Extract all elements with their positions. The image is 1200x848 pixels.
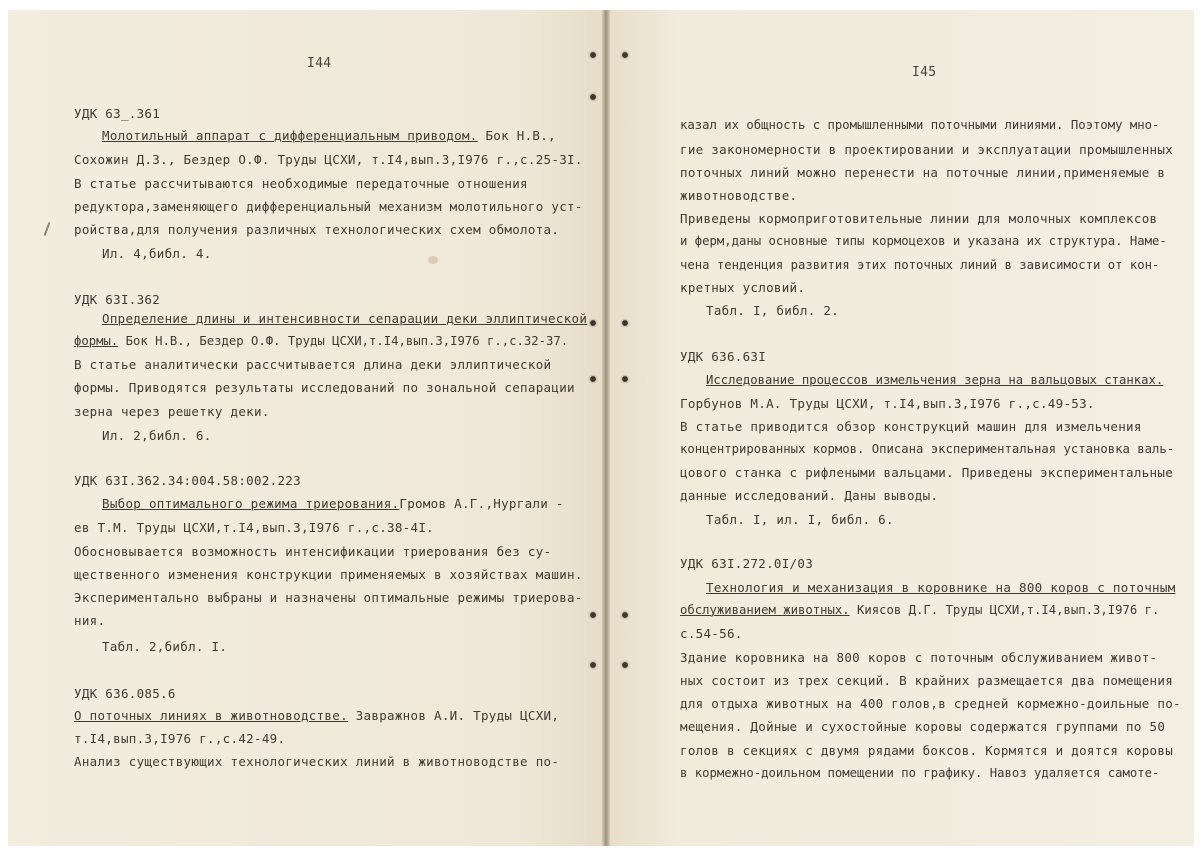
page-number: I45 xyxy=(912,65,937,80)
abstract-line: Обосновывается возможность интенсификации триерования без су- xyxy=(74,544,552,559)
continuation-line: и ферм,даны основные типы кормоцехов и указана их структура. Наме- xyxy=(680,234,1167,248)
paper-stain xyxy=(428,256,438,264)
abstract-line: В статье аналитически рассчитывается длина деки эллиптической xyxy=(74,357,552,372)
article-citation: т.I4,вып.3,I976 г.,с.42-49. xyxy=(74,731,286,746)
abstract-line: мещения. Дойные и сухостойные коровы содержатся группами по 50 xyxy=(680,719,1166,734)
article-refs: Табл. I, ил. I, библ. 6. xyxy=(706,512,894,527)
abstract-line: формы. Приводятся результаты исследований по зональной сепарации xyxy=(74,380,575,395)
continuation-line: поточных линий можно перенести на поточные линии,применяемые в xyxy=(680,165,1166,180)
article-authors: Громов А.Г.,Нургали - xyxy=(399,496,564,511)
article-citation: Сохожин Д.З., Бездер О.Ф. Труды ЦСХИ, т.I4,вып.3,I976 г.,с.25-3I. xyxy=(74,152,583,167)
binding-hole xyxy=(620,610,630,620)
abstract-line: редуктора,заменяющего дифференциальный механизм молотильного уст- xyxy=(74,199,583,214)
abstract-line: голов в секциях с двумя рядами боксов. Кормятся и доятся коровы xyxy=(680,743,1174,758)
abstract-line: ных состоит из трех секций. В крайних размещается два помещения xyxy=(680,673,1174,688)
book-spine xyxy=(602,10,610,846)
article-citation: с.54-56. xyxy=(680,626,743,641)
binding-hole xyxy=(588,318,598,328)
article-title-line xyxy=(74,708,559,723)
article-title: Исследование процессов измельчения зерна на вальцовых станках. xyxy=(706,373,1164,387)
binding-hole xyxy=(620,660,630,670)
page-number: I44 xyxy=(307,56,332,71)
article-citation: Горбунов М.А. Труды ЦСХИ, т.I4,вып.3,I976 г.,с.49-53. xyxy=(680,396,1095,411)
udk-code: УДК 63I.362.34:004.58:002.223 xyxy=(74,473,301,488)
continuation-line: Приведены кормоприготовительные линии для молочных комплексов xyxy=(680,211,1158,226)
article-refs: Ил. 4,библ. 4. xyxy=(102,246,212,261)
abstract-line: концентрированных кормов. Описана экспериментальная установка валь- xyxy=(680,442,1175,456)
abstract-line: ройства,для получения различных технологических схем обмолота. xyxy=(74,222,560,237)
abstract-line: в кормежно-доильном помещении по графику. Навоз удаляется самоте- xyxy=(680,766,1160,780)
article-title-line xyxy=(102,311,587,326)
article-title-line xyxy=(102,496,564,511)
abstract-line: для отдыха животных на 400 голов,в средней кормежно-доильные по- xyxy=(680,696,1181,711)
udk-code: УДК 63I.272.0I/03 xyxy=(680,556,814,571)
continuation-line: животноводстве. xyxy=(680,188,798,203)
abstract-line: В статье приводится обзор конструкций машин для измельчения xyxy=(680,419,1142,434)
continuation-line: казал их общность с промышленными поточными линиями. Поэтому мно- xyxy=(680,118,1160,132)
article-refs: Табл. I, библ. 2. xyxy=(706,303,840,318)
article-authors: Киясов Д.Г. Труды ЦСХИ,т.I4,вып.3,I976 г. xyxy=(849,603,1160,617)
article-title-cont: формы. xyxy=(74,334,119,348)
article-citation: ев Т.М. Труды ЦСХИ,т.I4,вып.3,I976 г.,с.38-4I. xyxy=(74,520,434,535)
abstract-line: зерна через решетку деки. xyxy=(74,404,270,419)
abstract-line: ния. xyxy=(74,613,106,628)
udk-code: УДК 636.085.6 xyxy=(74,686,176,701)
article-refs: Ил. 2,библ. 6. xyxy=(102,428,212,443)
udk-code: УДК 636.63I xyxy=(680,349,767,364)
article-authors: Завражнов А.И. Труды ЦСХИ, xyxy=(347,708,560,723)
udk-code: УДК 63_.361 xyxy=(74,106,161,121)
article-title-line xyxy=(706,373,1163,387)
abstract-line: Экспериментально выбраны и назначены оптимальные режимы триерова- xyxy=(74,590,583,605)
binding-hole xyxy=(588,374,598,384)
article-authors: Бок Н.В., xyxy=(477,128,556,143)
article-title: О поточных линиях в животноводстве. xyxy=(74,708,348,723)
article-authors: Бок Н.В., Бездер О.Ф. Труды ЦСХИ,т.I4,вып.3,I976 г.,с.32-37. xyxy=(118,334,569,348)
article-title: Определение длины и интенсивности сепарации деки эллиптической xyxy=(102,311,588,326)
abstract-line: Анализ существующих технологических линий в животноводстве по- xyxy=(74,754,560,769)
abstract-line: Здание коровника на 800 коров с поточным обслуживанием живот- xyxy=(680,650,1158,665)
article-title-cont: обслуживанием животных. xyxy=(680,603,850,617)
binding-hole xyxy=(588,92,598,102)
binding-hole xyxy=(620,374,630,384)
binding-hole xyxy=(620,50,630,60)
binding-hole xyxy=(588,610,598,620)
abstract-line: данные исследований. Даны выводы. xyxy=(680,488,939,503)
article-title-line xyxy=(680,603,1159,617)
continuation-line: кретных условий. xyxy=(680,280,806,295)
article-title: Выбор оптимального режима триерования. xyxy=(102,496,400,511)
abstract-line: щественного изменения конструкции применяемых в хозяйствах машин. xyxy=(74,567,583,582)
abstract-line: цового станка с рифлеными вальцами. Приведены экспериментальные xyxy=(680,465,1174,480)
continuation-line: чена тенденция развития этих поточных линий в зависимости от кон- xyxy=(680,258,1160,272)
binding-hole xyxy=(588,50,598,60)
udk-code: УДК 63I.362 xyxy=(74,292,161,307)
article-title-line xyxy=(102,128,556,143)
binding-hole xyxy=(620,318,630,328)
article-title-line xyxy=(706,580,1176,595)
article-refs: Табл. 2,библ. I. xyxy=(102,639,228,654)
continuation-line: гие закономерности в проектировании и эксплуатации промышленных xyxy=(680,142,1174,157)
article-title: Технология и механизация в коровнике на 800 коров с поточным xyxy=(706,580,1176,595)
abstract-line: В статье рассчитываются необходимые передаточные отношения xyxy=(74,176,528,191)
article-title-line xyxy=(74,334,568,348)
article-title: Молотильный аппарат с дифференциальным приводом. xyxy=(102,128,478,143)
binding-hole xyxy=(588,660,598,670)
